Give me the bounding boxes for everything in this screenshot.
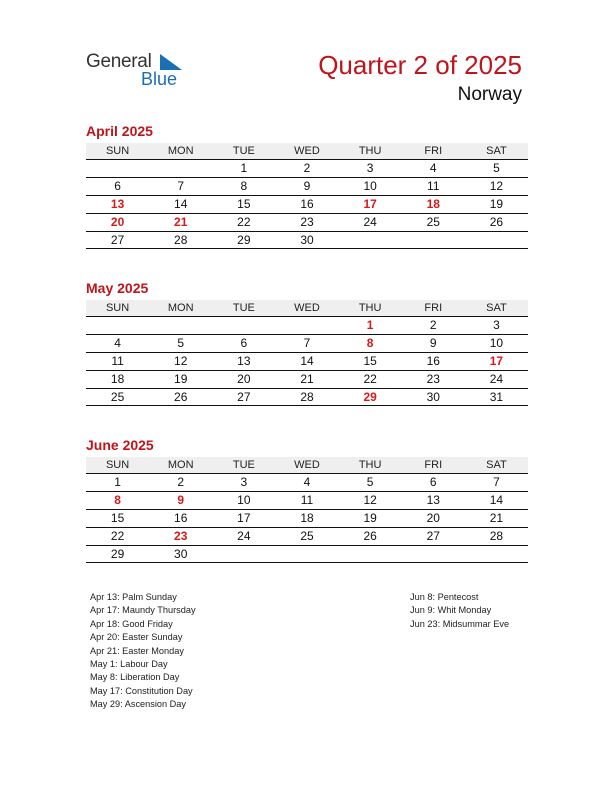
weekday-label: THU bbox=[358, 459, 382, 471]
day-cell: 15 bbox=[110, 511, 125, 526]
day-cell: 9 bbox=[303, 179, 311, 194]
week-row bbox=[86, 371, 528, 389]
day-cell: 30 bbox=[426, 390, 440, 404]
month-may bbox=[86, 279, 528, 406]
holiday-note: Apr 17: Maundy Thursday bbox=[90, 605, 196, 616]
holiday-note: Jun 8: Pentecost bbox=[410, 592, 479, 602]
day-cell: 3 bbox=[366, 161, 374, 176]
weekday-label: TUE bbox=[232, 145, 255, 157]
month-title: May 2025 bbox=[86, 280, 149, 296]
day-cell: 17 bbox=[363, 197, 377, 212]
week-row bbox=[86, 232, 528, 250]
weekday-label: TUE bbox=[232, 459, 255, 471]
day-cell: 4 bbox=[429, 161, 437, 176]
holiday-note: May 17: Constitution Day bbox=[90, 685, 193, 696]
day-cell: 2 bbox=[177, 475, 185, 490]
day-cell: 17 bbox=[237, 511, 251, 526]
day-cell: 8 bbox=[366, 336, 374, 351]
day-cell: 5 bbox=[493, 161, 500, 176]
weekday-label: THU bbox=[358, 145, 382, 157]
day-cell: 5 bbox=[366, 475, 374, 490]
day-cell: 7 bbox=[493, 475, 500, 490]
day-cell: 27 bbox=[426, 529, 440, 544]
day-cell: 11 bbox=[300, 493, 314, 508]
week-row bbox=[86, 510, 528, 528]
day-cell: 20 bbox=[110, 215, 125, 230]
day-cell: 20 bbox=[426, 511, 440, 526]
holiday-note: Jun 9: Whit Monday bbox=[410, 605, 492, 616]
day-cell: 5 bbox=[177, 336, 185, 351]
weekday-label: FRI bbox=[424, 302, 443, 314]
day-cell: 14 bbox=[300, 354, 314, 369]
weekday-label: WED bbox=[294, 459, 320, 471]
day-cell: 14 bbox=[489, 493, 504, 508]
week-row bbox=[86, 492, 528, 510]
logo bbox=[86, 51, 186, 91]
weekday-label: THU bbox=[358, 302, 382, 314]
day-cell: 25 bbox=[426, 215, 440, 230]
holiday-list-left bbox=[90, 591, 196, 712]
day-cell: 27 bbox=[237, 390, 251, 404]
day-cell: 23 bbox=[174, 529, 188, 544]
day-cell: 10 bbox=[489, 336, 504, 351]
country-name: Norway bbox=[457, 84, 522, 105]
day-cell: 25 bbox=[110, 390, 125, 404]
weekday-header bbox=[86, 457, 528, 474]
logo-text-general: General bbox=[86, 51, 152, 72]
day-cell: 12 bbox=[489, 179, 504, 194]
weekday-label: SAT bbox=[486, 145, 507, 157]
day-cell: 21 bbox=[300, 372, 314, 387]
holiday-note: Apr 18: Good Friday bbox=[90, 618, 173, 629]
day-cell: 9 bbox=[177, 493, 185, 508]
week-row bbox=[86, 353, 528, 371]
week-row bbox=[86, 528, 528, 546]
holiday-note: May 29: Ascension Day bbox=[90, 699, 187, 710]
day-cell: 4 bbox=[303, 475, 311, 490]
day-cell: 28 bbox=[174, 233, 188, 247]
week-row bbox=[86, 474, 528, 492]
day-cell: 10 bbox=[363, 179, 377, 194]
logo-flag-icon bbox=[160, 54, 182, 70]
holiday-note: May 1: Labour Day bbox=[90, 659, 168, 670]
day-cell: 23 bbox=[300, 215, 314, 230]
day-cell: 22 bbox=[363, 372, 377, 387]
day-cell: 27 bbox=[110, 233, 125, 247]
weekday-label: SAT bbox=[486, 302, 507, 314]
day-cell: 13 bbox=[110, 197, 125, 212]
month-title: June 2025 bbox=[86, 437, 154, 453]
day-cell: 18 bbox=[426, 197, 440, 212]
day-cell: 26 bbox=[363, 529, 377, 544]
weekday-label: SUN bbox=[105, 145, 130, 157]
day-cell: 2 bbox=[303, 161, 311, 176]
day-cell: 8 bbox=[240, 179, 248, 194]
week-row bbox=[86, 317, 528, 335]
day-cell: 19 bbox=[174, 372, 188, 387]
day-cell: 30 bbox=[300, 233, 314, 247]
day-cell: 1 bbox=[240, 161, 248, 176]
calendar-grid bbox=[86, 457, 528, 563]
weekday-label: MON bbox=[167, 459, 194, 471]
day-cell: 18 bbox=[300, 511, 314, 526]
day-cell: 25 bbox=[300, 529, 314, 544]
day-cell: 12 bbox=[174, 354, 188, 369]
day-cell: 24 bbox=[237, 529, 251, 544]
day-cell: 1 bbox=[114, 475, 121, 490]
day-cell: 16 bbox=[426, 354, 440, 369]
day-cell: 23 bbox=[426, 372, 440, 387]
week-row bbox=[86, 214, 528, 232]
weekday-label: FRI bbox=[424, 459, 443, 471]
day-cell: 11 bbox=[111, 354, 124, 369]
day-cell: 31 bbox=[489, 390, 504, 404]
day-cell: 15 bbox=[363, 354, 377, 369]
day-cell: 12 bbox=[363, 493, 377, 508]
weekday-label: SUN bbox=[105, 459, 130, 471]
weekday-header bbox=[86, 300, 528, 317]
day-cell: 4 bbox=[114, 336, 121, 351]
week-row bbox=[86, 546, 528, 564]
day-cell: 9 bbox=[429, 336, 437, 351]
weekday-label: WED bbox=[294, 145, 320, 157]
weekday-header bbox=[86, 143, 528, 160]
day-cell: 21 bbox=[489, 511, 504, 526]
holiday-note: Apr 20: Easter Sunday bbox=[90, 632, 183, 643]
week-row bbox=[86, 178, 528, 196]
day-cell: 1 bbox=[366, 318, 374, 333]
weekday-label: FRI bbox=[424, 145, 443, 157]
day-cell: 18 bbox=[110, 372, 125, 387]
day-cell: 6 bbox=[114, 179, 121, 194]
day-cell: 28 bbox=[300, 390, 314, 404]
day-cell: 29 bbox=[363, 390, 377, 404]
day-cell: 26 bbox=[489, 215, 504, 230]
holiday-note: May 8: Liberation Day bbox=[90, 672, 180, 683]
day-cell: 6 bbox=[429, 475, 437, 490]
day-cell: 15 bbox=[237, 197, 251, 212]
day-cell: 7 bbox=[177, 179, 185, 194]
day-cell: 21 bbox=[174, 215, 188, 230]
day-cell: 20 bbox=[237, 372, 251, 387]
day-cell: 30 bbox=[174, 547, 188, 561]
weekday-label: WED bbox=[294, 302, 320, 314]
day-cell: 24 bbox=[363, 215, 377, 230]
day-cell: 16 bbox=[300, 197, 314, 212]
weekday-label: TUE bbox=[232, 302, 255, 314]
day-cell: 28 bbox=[489, 529, 504, 544]
day-cell: 2 bbox=[429, 318, 437, 333]
day-cell: 3 bbox=[493, 318, 500, 333]
holiday-note: Apr 21: Easter Monday bbox=[90, 645, 184, 656]
day-cell: 26 bbox=[174, 390, 188, 404]
day-cell: 17 bbox=[489, 354, 504, 369]
day-cell: 3 bbox=[240, 475, 248, 490]
holiday-list-right bbox=[410, 591, 509, 631]
month-june bbox=[86, 436, 528, 563]
day-cell: 7 bbox=[303, 336, 311, 351]
week-row bbox=[86, 196, 528, 214]
week-row bbox=[86, 389, 528, 407]
day-cell: 8 bbox=[114, 493, 121, 508]
week-row bbox=[86, 335, 528, 353]
calendar-grid bbox=[86, 143, 528, 249]
day-cell: 6 bbox=[240, 336, 248, 351]
weekday-label: MON bbox=[167, 302, 194, 314]
month-title: April 2025 bbox=[86, 123, 153, 139]
day-cell: 16 bbox=[174, 511, 188, 526]
weekday-label: MON bbox=[167, 145, 194, 157]
day-cell: 29 bbox=[110, 547, 125, 561]
holiday-note: Apr 13: Palm Sunday bbox=[90, 592, 177, 602]
weekday-label: SUN bbox=[105, 302, 130, 314]
calendar-grid bbox=[86, 300, 528, 406]
day-cell: 22 bbox=[237, 215, 251, 230]
day-cell: 13 bbox=[426, 493, 440, 508]
day-cell: 10 bbox=[237, 493, 251, 508]
logo-text-blue: Blue bbox=[141, 69, 178, 89]
day-cell: 19 bbox=[363, 511, 377, 526]
day-cell: 22 bbox=[110, 529, 125, 544]
weekday-label: SAT bbox=[486, 459, 507, 471]
day-cell: 11 bbox=[427, 179, 440, 194]
week-row bbox=[86, 160, 528, 178]
holiday-note: Jun 23: Midsummar Eve bbox=[410, 618, 510, 629]
day-cell: 29 bbox=[237, 233, 251, 247]
day-cell: 24 bbox=[489, 372, 504, 387]
day-cell: 19 bbox=[489, 197, 504, 212]
month-april bbox=[86, 122, 528, 249]
day-cell: 13 bbox=[237, 354, 251, 369]
day-cell: 14 bbox=[174, 197, 188, 212]
page-title: Quarter 2 of 2025 bbox=[318, 50, 522, 80]
